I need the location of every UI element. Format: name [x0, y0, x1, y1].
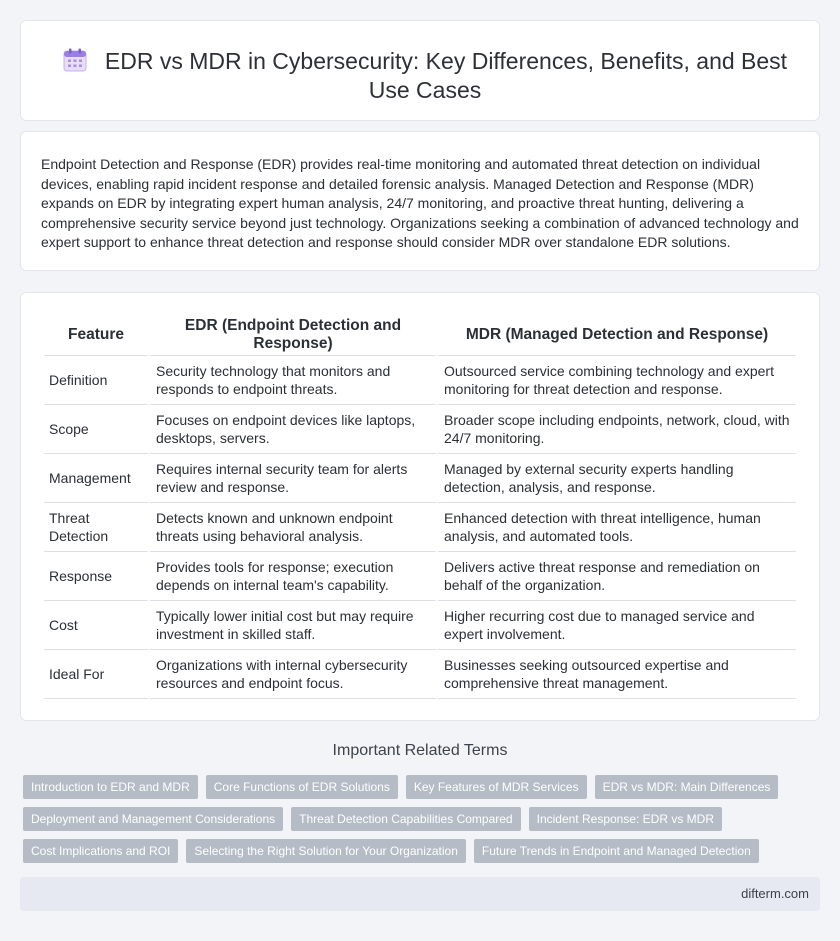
edr-cell: Organizations with internal cybersecurity resources and endpoint focus. [150, 650, 436, 699]
page-title: EDR vs MDR in Cybersecurity: Key Differences, Benefits, and Best Use Cases [104, 48, 788, 103]
table-row [44, 454, 796, 503]
mdr-cell: Outsourced service combining technology and expert monitoring for threat detection and response. [438, 356, 796, 405]
header-card [20, 20, 820, 121]
mdr-cell: Businesses seeking outsourced expertise and comprehensive threat management. [438, 650, 796, 699]
tag-row [23, 775, 803, 799]
table-row [44, 650, 796, 699]
related-term-tag[interactable]: Key Features of MDR Services [406, 775, 587, 799]
edr-cell: Typically lower initial cost but may require investment in skilled staff. [150, 601, 436, 650]
intro-paragraph: Endpoint Detection and Response (EDR) provides real-time monitoring and automated threat detection on individual devices, enabling rapid incident response and detailed forensic analysis. Managed Detection and Response (MDR) expands on EDR by integrating expert human analysis, 24/7 monitoring, and proactive threat hunting, delivering a comprehensive security service beyond just technology. Organizations seeking a combination of advanced technology and expert support to enhance threat detection and response should consider MDR over standalone EDR solutions. [41, 156, 799, 251]
table-row [44, 405, 796, 454]
edr-cell: Requires internal security team for alerts review and response. [150, 454, 436, 503]
comparison-table-card [20, 292, 820, 721]
related-term-tag[interactable]: EDR vs MDR: Main Differences [595, 775, 779, 799]
mdr-cell: Managed by external security experts handling detection, analysis, and response. [438, 454, 796, 503]
header-edr: EDR (Endpoint Detection and Response) [150, 314, 436, 356]
related-term-tag[interactable]: Introduction to EDR and MDR [23, 775, 198, 799]
related-term-tag[interactable]: Cost Implications and ROI [23, 839, 178, 863]
feature-cell: Response [44, 552, 148, 601]
related-terms-list [23, 775, 803, 871]
tag-row [23, 807, 803, 831]
table-row [44, 552, 796, 601]
header-mdr: MDR (Managed Detection and Response) [438, 314, 796, 356]
footer-site-link[interactable]: difterm.com [741, 886, 809, 901]
feature-cell: Ideal For [44, 650, 148, 699]
table-row [44, 503, 796, 552]
feature-cell: Cost [44, 601, 148, 650]
footer-bar [20, 877, 820, 911]
table-row [44, 601, 796, 650]
table-row [44, 356, 796, 405]
feature-cell: Threat Detection [44, 503, 148, 552]
mdr-cell: Delivers active threat response and remediation on behalf of the organization. [438, 552, 796, 601]
header-feature: Feature [44, 314, 148, 356]
feature-cell: Definition [44, 356, 148, 405]
table-header-row [44, 314, 796, 356]
feature-cell: Scope [44, 405, 148, 454]
edr-cell: Detects known and unknown endpoint threats using behavioral analysis. [150, 503, 436, 552]
feature-cell: Management [44, 454, 148, 503]
related-term-tag[interactable]: Incident Response: EDR vs MDR [529, 807, 722, 831]
mdr-cell: Broader scope including endpoints, network, cloud, with 24/7 monitoring. [438, 405, 796, 454]
edr-cell: Security technology that monitors and responds to endpoint threats. [150, 356, 436, 405]
related-term-tag[interactable]: Future Trends in Endpoint and Managed Detection [474, 839, 759, 863]
mdr-cell: Enhanced detection with threat intelligence, human analysis, and automated tools. [438, 503, 796, 552]
related-term-tag[interactable]: Deployment and Management Considerations [23, 807, 283, 831]
comparison-table [42, 314, 798, 699]
edr-cell: Provides tools for response; execution depends on internal team's capability. [150, 552, 436, 601]
page-title-wrap [61, 47, 789, 105]
related-term-tag[interactable]: Threat Detection Capabilities Compared [291, 807, 520, 831]
mdr-cell: Higher recurring cost due to managed service and expert involvement. [438, 601, 796, 650]
related-term-tag[interactable]: Core Functions of EDR Solutions [206, 775, 398, 799]
related-term-tag[interactable]: Selecting the Right Solution for Your Organization [186, 839, 466, 863]
tag-row [23, 839, 803, 863]
calendar-icon [63, 48, 87, 72]
edr-cell: Focuses on endpoint devices like laptops, desktops, servers. [150, 405, 436, 454]
related-terms-title: Important Related Terms [332, 742, 508, 759]
intro-card [20, 131, 820, 271]
